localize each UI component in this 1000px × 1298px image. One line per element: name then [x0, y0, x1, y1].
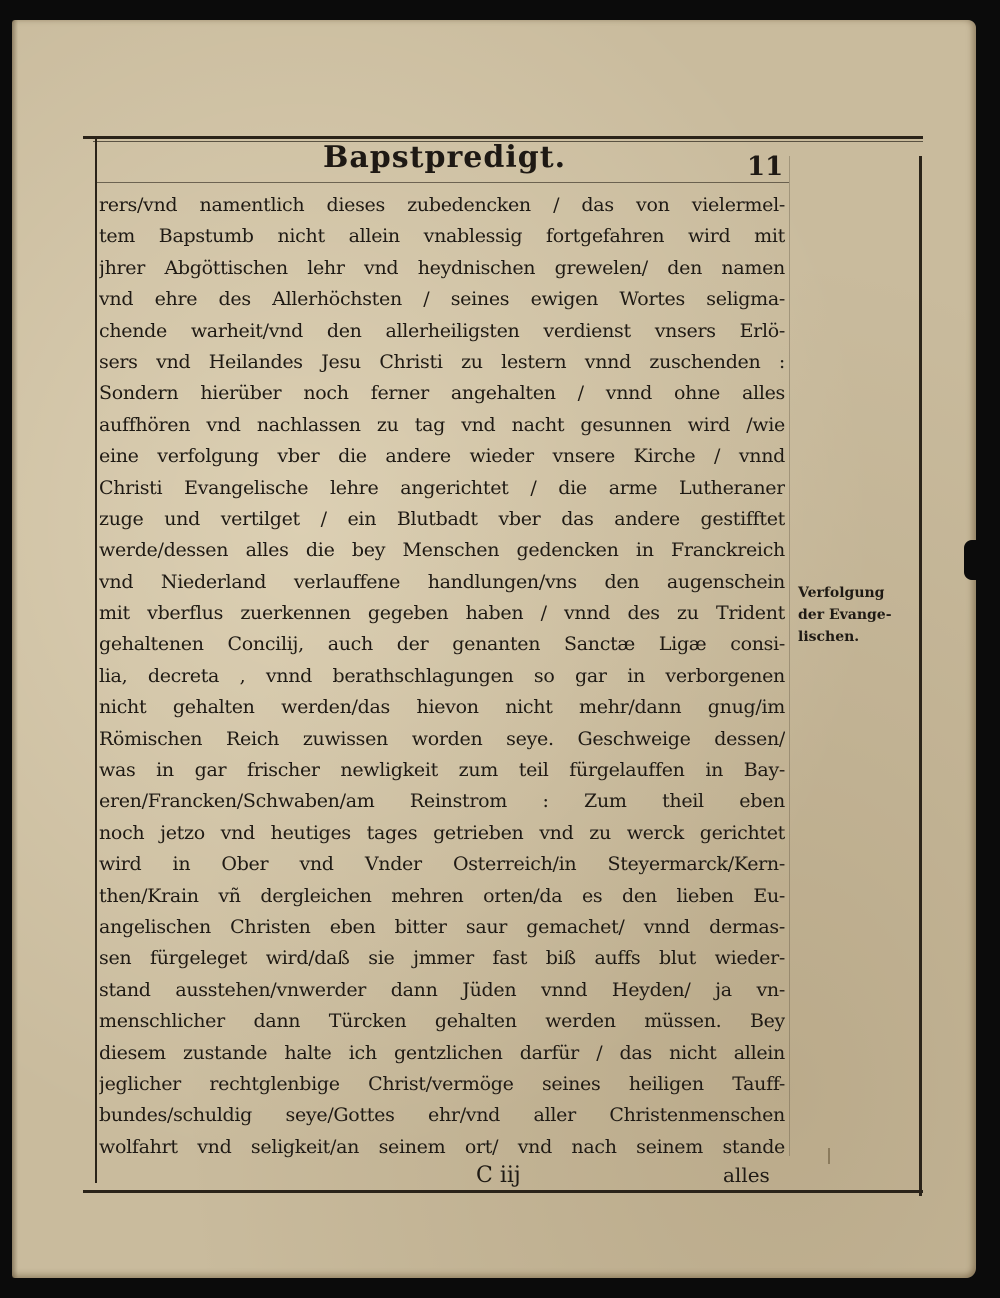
- text-line: stand ausstehen/vnwerder dann Jüden vnnd Heyden/ ja vn-: [99, 978, 785, 1001]
- left-rule: [95, 138, 97, 1183]
- text-line: jhrer Abgöttischen lehr vnd heydnischen grewelen/ den namen: [99, 256, 785, 279]
- gutter-shadow: [12, 20, 18, 1278]
- text-line: zuge und vertilget / ein Blutbadt vber das andere gestifftet: [99, 507, 785, 530]
- text-line: chende warheit/vnd den allerheiligsten verdienst vnsers Erlö-: [99, 319, 785, 342]
- text-line: gehaltenen Concilij, auch der genanten Sanctæ Ligæ consi-: [99, 633, 785, 656]
- column-rule: [789, 156, 790, 1156]
- paper-mark: [828, 1148, 830, 1164]
- text-line: Römischen Reich zuwissen worden seye. Geschweige dessen/: [99, 727, 785, 750]
- text-line: rers/vnd namentlich dieses zubedencken / das von vielermel-: [99, 194, 785, 216]
- marginal-line: Verfolgung: [798, 585, 885, 601]
- text-line: menschlicher dann Türcken gehalten werden müssen. Bey: [99, 1010, 785, 1033]
- bottom-rule: [83, 1190, 923, 1193]
- text-line: diesem zustande halte ich gentzlichen darfür / das nicht allein: [99, 1041, 785, 1064]
- text-line: wolfahrt vnd seligkeit/an seinem ort/ vnd nach seinem stande: [99, 1135, 785, 1158]
- text-line: eine verfolgung vber die andere wieder vnsere Kirche / vnnd: [99, 445, 785, 468]
- text-line: nicht gehalten werden/das hievon nicht mehr/dann gnug/im: [99, 696, 785, 719]
- book-page: [12, 20, 976, 1278]
- marginal-line: lischen.: [798, 629, 860, 645]
- folio-number: 11: [747, 152, 784, 182]
- text-line: auffhören vnd nachlassen zu tag vnd nacht gesunnen wird /wie: [99, 413, 785, 436]
- text-line: lia, decreta , vnnd berathschlagungen so gar in verborgenen: [99, 664, 785, 687]
- text-line: Christi Evangelische lehre angerichtet / die arme Lutheraner: [99, 476, 785, 499]
- header-rule: [97, 182, 789, 183]
- body-text: [99, 190, 785, 1163]
- text-line: mit vberflus zuerkennen gegeben haben / vnnd des zu Trident: [99, 602, 785, 625]
- right-rule: [919, 156, 922, 1196]
- text-line: vnd ehre des Allerhöchsten / seines ewigen Wortes seligma-: [99, 288, 785, 311]
- text-line: eren/Francken/Schwaben/am Reinstrom : Zum theil eben: [99, 790, 785, 813]
- text-line: then/Krain vñ dergleichen mehren orten/da es den lieben Eu-: [99, 884, 785, 907]
- running-title: Bapstpredigt.: [323, 140, 567, 175]
- text-line: tem Bapstumb nicht allein vnablessig fortgefahren wird mit: [99, 225, 785, 248]
- text-line: sen fürgeleget wird/daß sie jmmer fast biß auffs blut wieder-: [99, 947, 785, 970]
- text-line: wird in Ober vnd Vnder Osterreich/in Steyermarck/Kern-: [99, 853, 785, 876]
- text-line: angelischen Christen eben bitter saur gemachet/ vnnd dermas-: [99, 915, 785, 938]
- text-line: jeglicher rechtglenbige Christ/vermöge seines heiligen Tauff-: [99, 1072, 785, 1095]
- signature-mark: C iij: [476, 1163, 521, 1188]
- text-line: werde/dessen alles die bey Menschen gedencken in Franckreich: [99, 539, 785, 562]
- page-edge-notch: [964, 540, 978, 580]
- top-rule: [83, 136, 923, 139]
- text-line: noch jetzo vnd heutiges tages getrieben vnd zu werck gerichtet: [99, 821, 785, 844]
- text-line: Sondern hierüber noch ferner angehalten / vnnd ohne alles: [99, 382, 785, 405]
- text-line: bundes/schuldig seye/Gottes ehr/vnd aller Christenmenschen: [99, 1104, 785, 1127]
- text-line: sers vnd Heilandes Jesu Christi zu lestern vnnd zuschenden :: [99, 350, 785, 373]
- text-line: vnd Niederland verlauffene handlungen/vns den augenschein: [99, 570, 785, 593]
- text-line: was in gar frischer newligkeit zum teil fürgelauffen in Bay-: [99, 759, 785, 782]
- marginal-note: [798, 582, 918, 648]
- catchword: alles: [723, 1163, 770, 1187]
- text-frame: [83, 136, 923, 1198]
- marginal-line: der Evange-: [798, 607, 892, 623]
